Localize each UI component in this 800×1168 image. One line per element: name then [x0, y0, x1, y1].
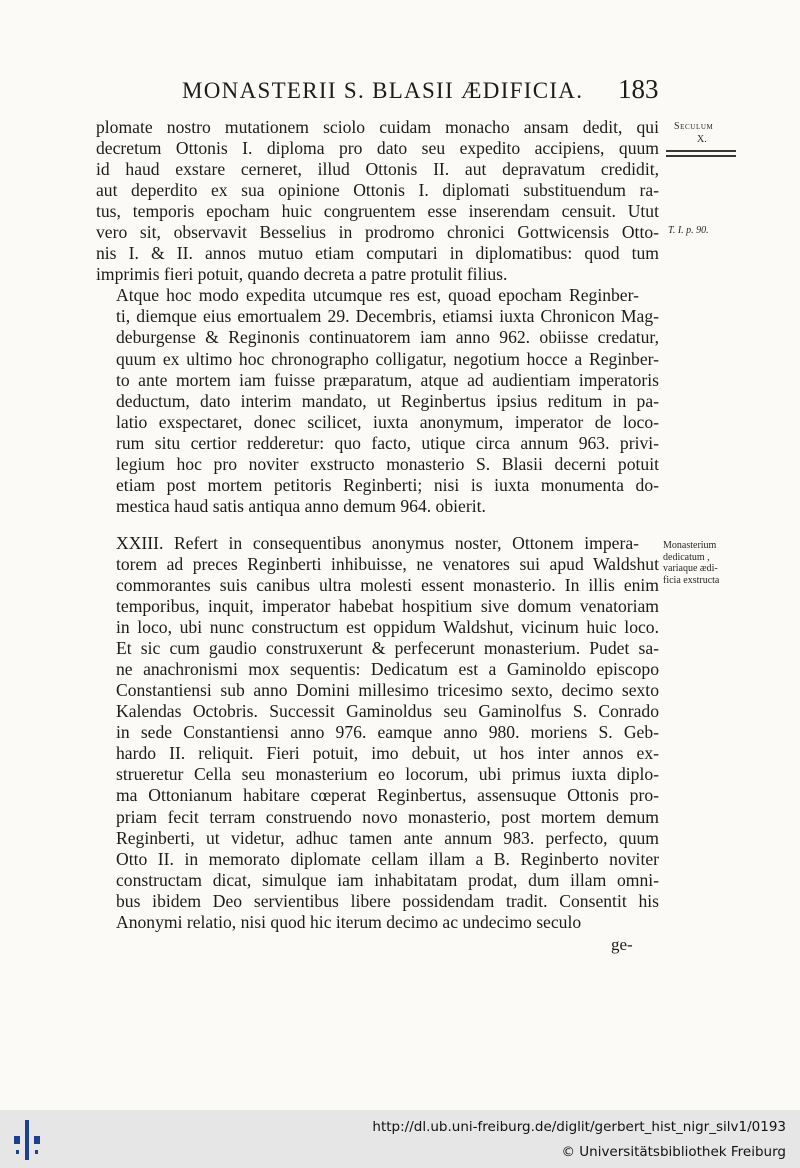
text-line: aut deperdito ex sua opinione Ottonis I. diplomati substituendum ra- [96, 180, 659, 201]
text-line: plomate nostro mutationem sciolo cuidam monacho ansam dedit, qui [96, 117, 659, 137]
text-line: Constantiensi sub anno Domini millesimo tricesimo sexto, decimo sexto [116, 680, 659, 701]
margin-reference: T. I. p. 90. [668, 225, 709, 236]
text-line: ma Ottonianum habitare cœperat Reginbertus, assensuque Ottonis pro- [116, 785, 659, 806]
margin-note-line: Monasterium [663, 540, 717, 551]
text-line: rum situ certior redderetur: quo facto, utique circa annum 963. privi- [116, 432, 659, 453]
text-line: Anonymi relatio, nisi quod hic iterum decimo ac undecimo seculo [116, 911, 582, 932]
text-line: vero sit, observavit Besselius in prodromo chronici Gottwicensis Otto- [96, 222, 659, 243]
text-line: Otto II. in memorato diplomate cellam illam a B. Reginberto noviter [116, 848, 659, 869]
margin-note [663, 540, 735, 586]
running-title: MONASTERII S. BLASII ÆDIFICIA. [182, 78, 584, 103]
text-line: Reginberti, ut videtur, adhuc tamen ante annum 983. perfecto, quum [116, 827, 659, 848]
text-line: decretum Ottonis I. diploma pro dato seu expedito accipiens, quum [96, 138, 659, 159]
text-line: Et sic cum gaudio construxerunt & perfecerunt monasterium. Pudet sa- [116, 638, 659, 659]
library-logo-icon [14, 1120, 40, 1160]
text-line: deductum, dato interim mandato, ut Reginbertus ipsius reditum in pa- [116, 390, 659, 411]
margin-rule [666, 155, 736, 157]
text-line: latio exspectaret, donec scilicet, iuxta anonymum, imperator de loco- [116, 411, 659, 432]
margin-seculum-number: X. [697, 134, 707, 145]
viewer-footer [0, 1110, 800, 1168]
text-line: in sede Constantiensi anno 976. eamque anno 980. moriens S. Geb- [116, 722, 659, 743]
text-line: constructam dicat, simulque iam inhabitatam prodat, dum illam omni- [116, 869, 659, 890]
body-text [96, 117, 659, 933]
paragraph-3 [96, 533, 659, 933]
margin-rule [666, 150, 736, 152]
text-line: legium hoc pro noviter exstructo monasterio S. Blasii decerni potuit [116, 453, 659, 474]
text-line: torem ad preces Reginberti inhibuisse, ne venatores sui apud Waldshut [116, 553, 659, 574]
text-line: id haud exstare cerneret, illud Ottonis II. aut depravatum credidit, [96, 159, 659, 180]
text-line: XXIII. Refert in consequentibus anonymus noster, Ottonem impera- [116, 532, 639, 553]
text-line: commorantes suis canibus ultra molesti essent monasterio. In illis enim [116, 574, 659, 595]
text-line: tus, temporis epocham huic congruentem esse inserendam censuit. Utut [96, 201, 659, 222]
text-line: hardo II. reliquit. Fieri potuit, imo debuit, ut hos inter annos ex- [116, 743, 659, 764]
text-line: to ante mortem iam fuisse præparatum, atque ad audientiam imperatoris [116, 369, 659, 390]
text-line: temporibus, inquit, imperator habebat hospitium sive domum venatoriam [116, 596, 659, 617]
page-number: 183 [618, 74, 659, 104]
text-line: imprimis fieri potuit, quando decreta a patre protulit filius. [96, 264, 508, 285]
paragraph-2 [96, 285, 659, 517]
text-line: in loco, ubi nunc constructum est oppidum Waldshut, vicinum huic loco. [116, 617, 659, 638]
text-line: strueretur Cella seu monasterium eo locorum, ubi primus iuxta diplo- [116, 764, 659, 785]
paragraph-1 [96, 117, 659, 285]
text-line: ne anachronismi mox sequentis: Dedicatum est a Gaminoldo episcopo [116, 659, 659, 680]
text-line: nis I. & II. annos mutuo etiam computari in diplomatibus: quod tum [96, 243, 659, 264]
text-line: Kalendas Octobris. Successit Gaminoldus seu Gaminolfus S. Conrado [116, 701, 659, 722]
catchword: ge- [611, 935, 633, 954]
text-line: bus ibidem Deo servientibus libere possidendam tradit. Consentit his [116, 890, 659, 911]
text-line: ti, diemque eius emortualem 29. Decembris, etiamsi iuxta Chronicon Mag- [116, 306, 659, 327]
text-line: etiam post mortem petitoris Reginberti; nisi is iuxta monumenta do- [116, 474, 659, 495]
copyright-notice: © Universitätsbibliothek Freiburg [561, 1144, 786, 1160]
margin-note-line: dedicatum , [663, 551, 710, 563]
text-line: Atque hoc modo expedita utcumque res est, quoad epocham Reginber- [116, 285, 639, 306]
text-line: deburgense & Reginonis continuatorem iam anno 962. obiisse credatur, [116, 327, 659, 348]
source-url[interactable]: http://dl.ub.uni-freiburg.de/diglit/gerbert_hist_nigr_silv1/0193 [372, 1119, 786, 1135]
margin-seculum: Seculum [674, 121, 714, 132]
text-line: quum ex ultimo hoc chronographo colligatur, negotium hocce a Reginber- [116, 348, 659, 369]
text-line: mestica haud satis antiqua anno demum 964. obierit. [116, 495, 486, 516]
margin-note-line: variaque ædi- [663, 563, 718, 574]
margin-note-line: ficia exstructa [663, 574, 720, 586]
text-line: priam fecit terram construendo novo monasterio, post mortem demum [116, 806, 659, 827]
